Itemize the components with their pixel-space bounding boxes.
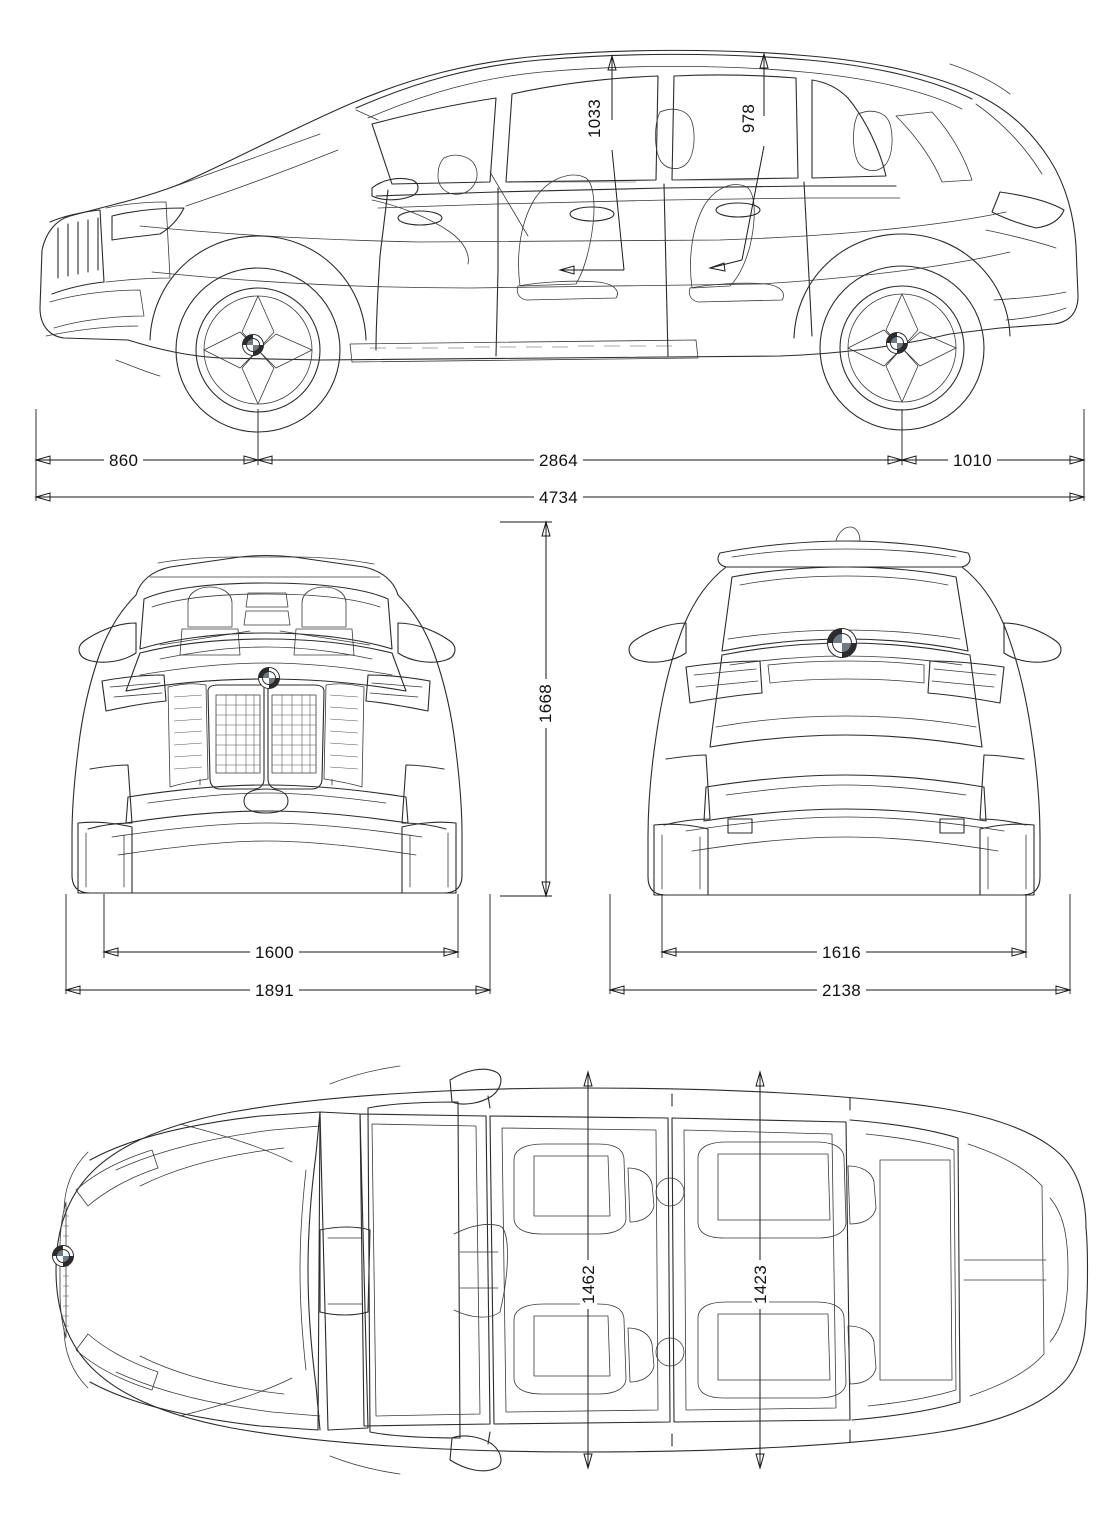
dim-width-overall-rear: 2138: [817, 982, 866, 999]
bmw-roundel-rear-tailgate: [827, 628, 857, 658]
front-view: [40, 515, 490, 905]
side-view-interior-dimensions: [20, 20, 1100, 340]
dim-shoulder-room-front: 1462: [580, 1260, 597, 1309]
dim-rear-overhang: 1010: [948, 452, 997, 469]
dim-overall-length: 4734: [534, 489, 583, 506]
dim-overall-height: 1668: [537, 679, 554, 728]
dim-front-headroom: 1033: [586, 94, 603, 143]
dim-track-front: 1600: [250, 944, 299, 961]
rear-view: [600, 515, 1070, 905]
top-view-dimensions: [20, 1020, 1100, 1520]
dim-front-overhang: 860: [104, 452, 143, 469]
dim-track-rear: 1616: [817, 944, 866, 961]
dim-width-mirrors-front: 1891: [250, 982, 299, 999]
dim-shoulder-room-rear: 1423: [752, 1260, 769, 1309]
dim-wheelbase: 2864: [534, 452, 583, 469]
bmw-roundel-front-grille: [258, 667, 280, 689]
dim-rear-headroom: 978: [740, 99, 757, 138]
